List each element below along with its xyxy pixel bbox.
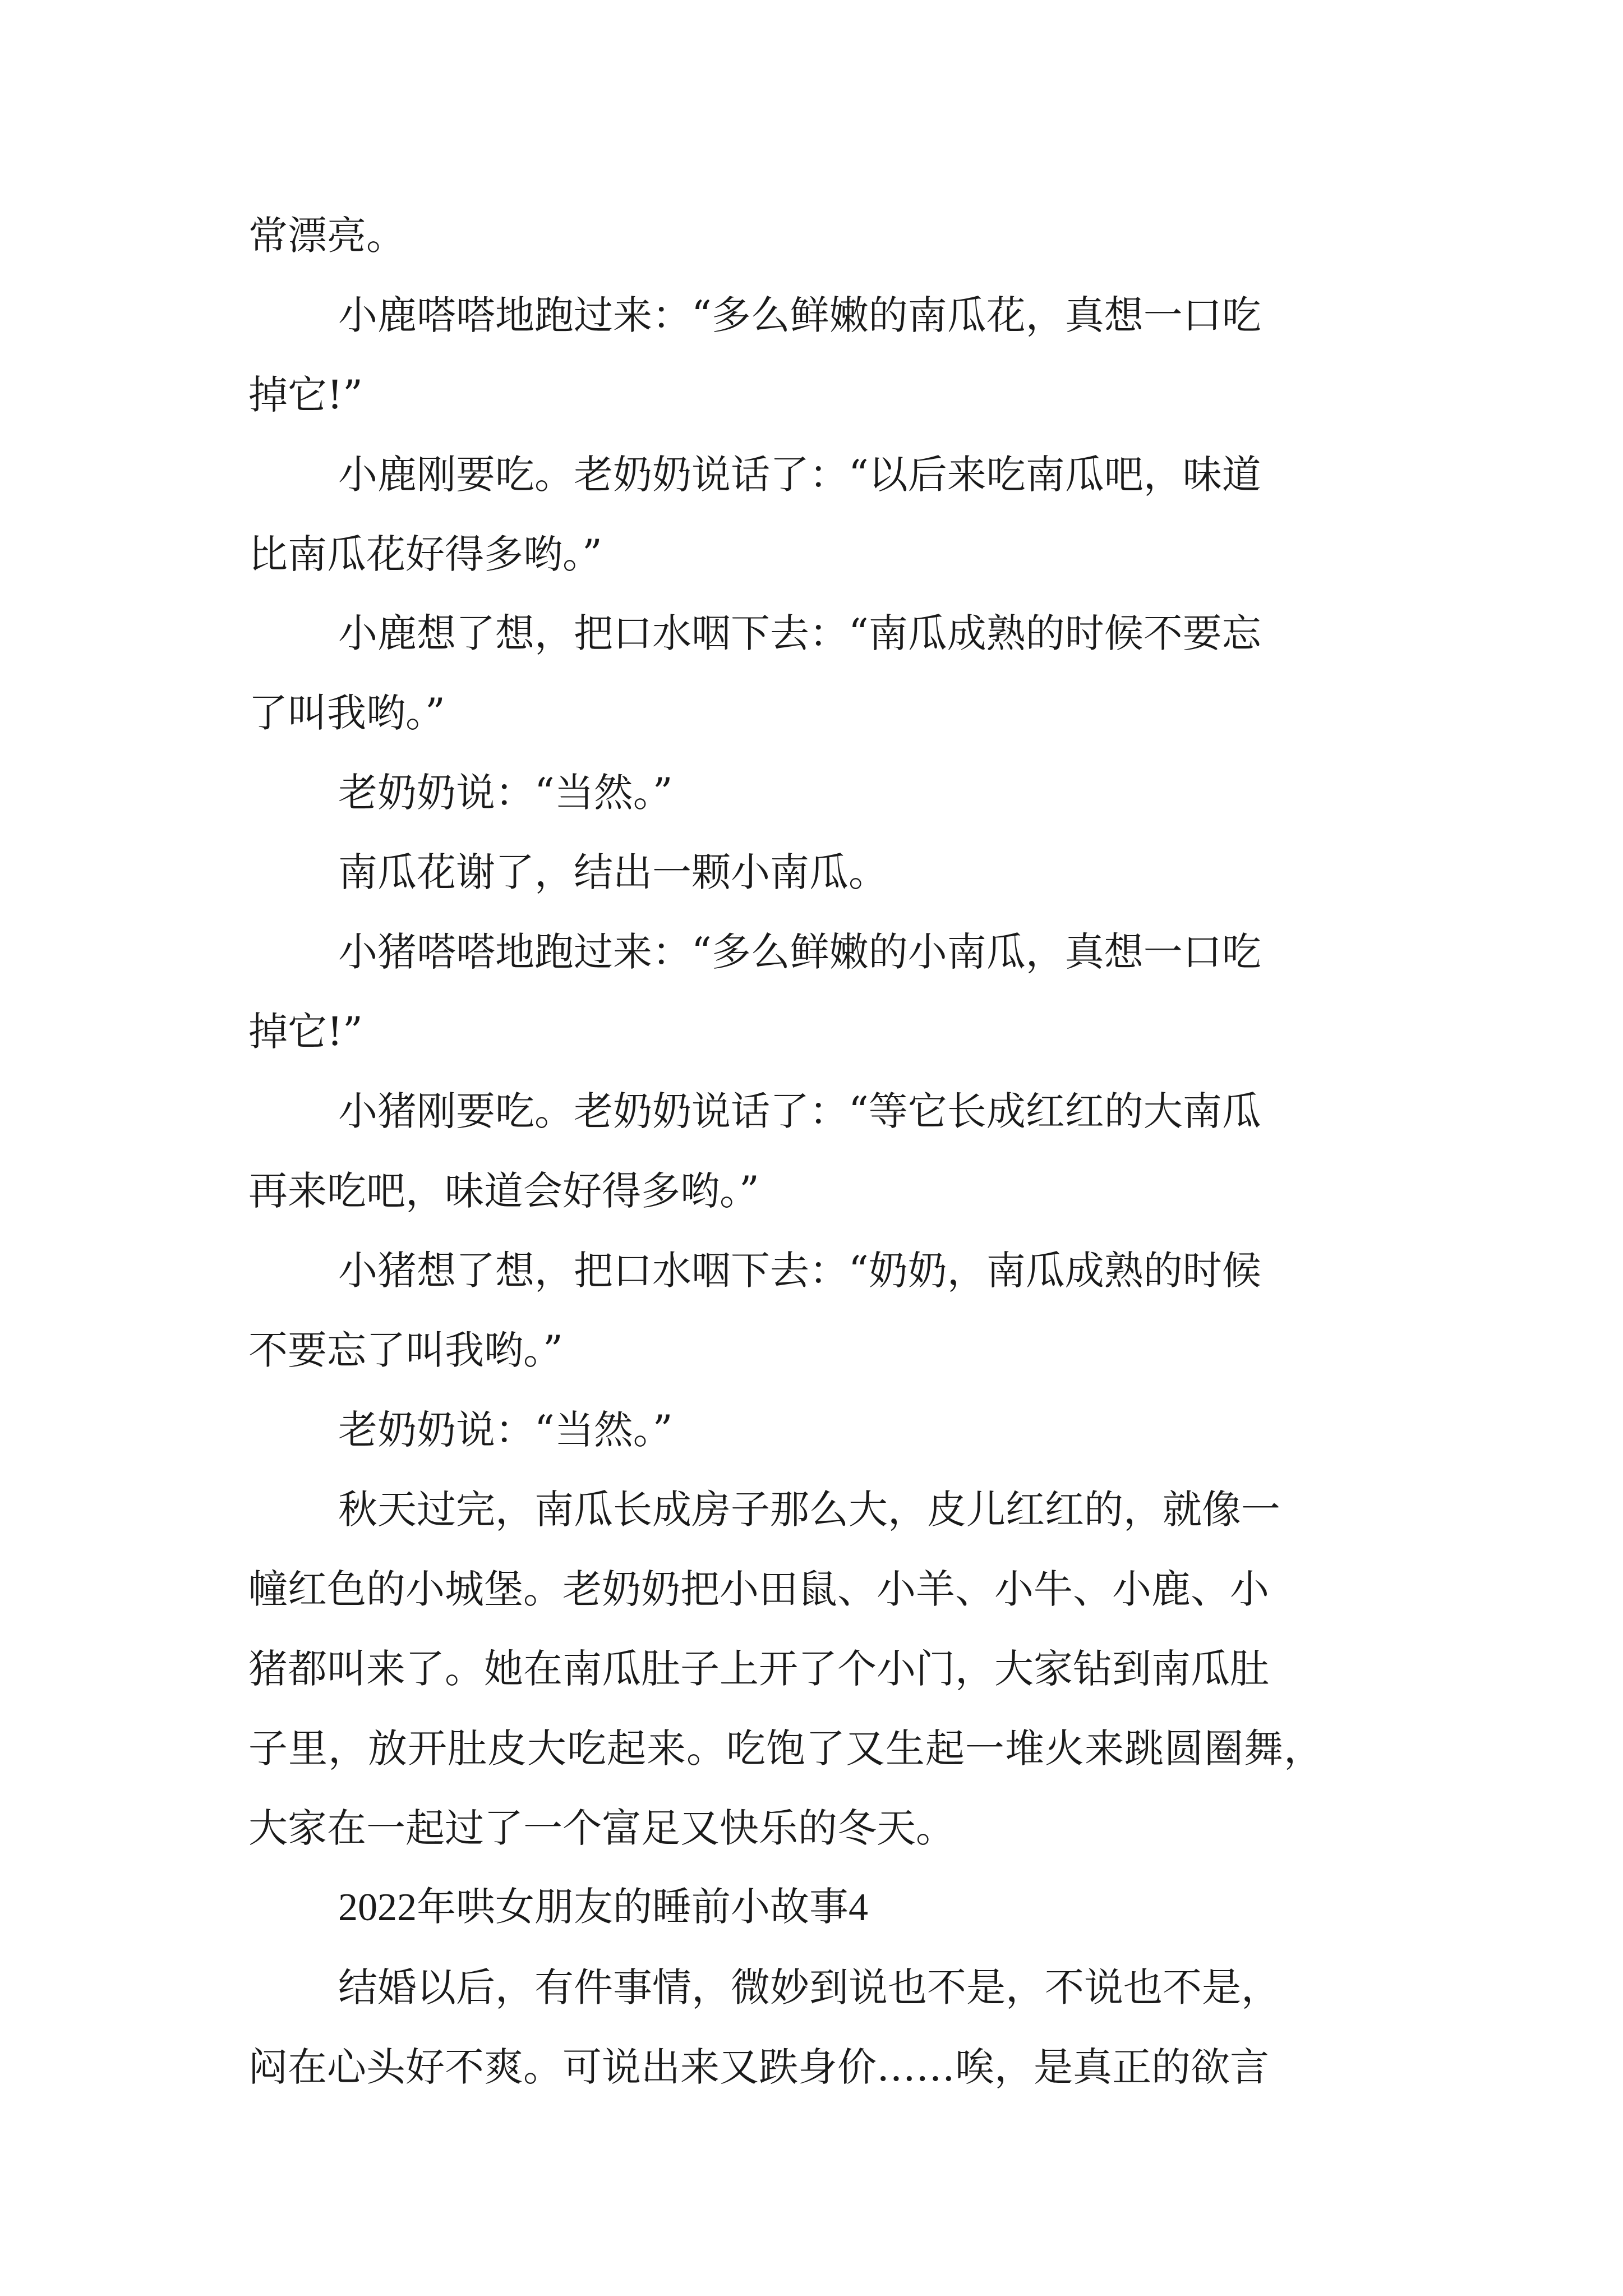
text-line: 小鹿嗒嗒地跑过来：“多么鲜嫩的南瓜花，真想一口吃: [338, 292, 1261, 338]
text-line: 比南瓜花好得多哟。”: [248, 531, 602, 577]
text-line: 小鹿想了想，把口水咽下去：“南瓜成熟的时候不要忘: [338, 610, 1261, 656]
text-line: 老奶奶说：“当然。”: [338, 1407, 673, 1453]
text-line: 常漂亮。: [248, 213, 405, 259]
text-line: 南瓜花谢了，结出一颗小南瓜。: [338, 849, 888, 895]
text-line: 大家在一起过了一个富足又快乐的冬天。: [248, 1805, 955, 1851]
text-line: 子里，放开肚皮大吃起来。吃饱了又生起一堆火来跳圆圈舞，: [248, 1726, 1324, 1772]
text-line: 老奶奶说：“当然。”: [338, 770, 673, 816]
text-line: 小猪嗒嗒地跑过来：“多么鲜嫩的小南瓜，真想一口吃: [338, 929, 1261, 975]
text-line: 小鹿刚要吃。老奶奶说话了：“以后来吃南瓜吧，味道: [338, 452, 1261, 498]
text-line: 秋天过完，南瓜长成房子那么大，皮儿红红的，就像一: [338, 1487, 1280, 1533]
text-line: 掉它!”: [248, 1009, 363, 1055]
text-line: 小猪想了想，把口水咽下去：“奶奶，南瓜成熟的时候: [338, 1248, 1261, 1294]
text-line: 结婚以后，有件事情，微妙到说也不是，不说也不是，: [338, 1964, 1280, 2010]
text-line: 掉它!”: [248, 372, 363, 418]
text-line: 再来吃吧，味道会好得多哟。”: [248, 1168, 759, 1214]
text-line: 猪都叫来了。她在南瓜肚子上开了个小门，大家钻到南瓜肚: [248, 1646, 1269, 1692]
text-line: 了叫我哟。”: [248, 690, 445, 736]
section-heading: 2022年哄女朋友的睡前小故事4: [338, 1886, 868, 1929]
text-line: 不要忘了叫我哟。”: [248, 1327, 563, 1373]
text-line: 闷在心头好不爽。可说出来又跌身价……唉，是真正的欲言: [248, 2044, 1269, 2090]
text-line: 小猪刚要吃。老奶奶说话了：“等它长成红红的大南瓜: [338, 1088, 1261, 1134]
text-line: 幢红色的小城堡。老奶奶把小田鼠、小羊、小牛、小鹿、小: [248, 1566, 1269, 1612]
